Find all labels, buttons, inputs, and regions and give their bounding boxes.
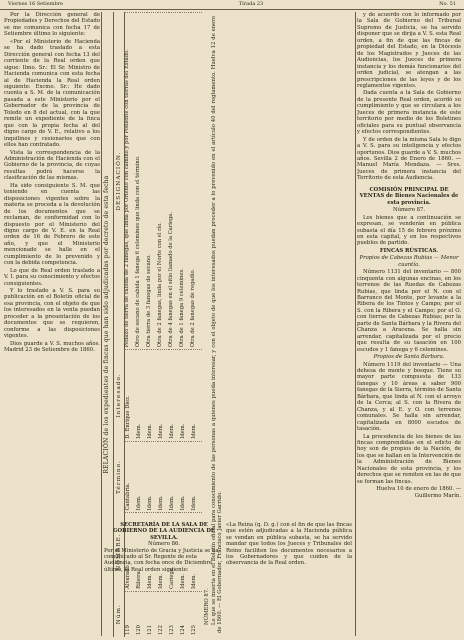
secretaria-numero: Número 86. [147, 541, 181, 548]
cell-termino: Idem. [191, 441, 202, 513]
col-header-num: Núm. [114, 591, 125, 637]
paragraph: Ha sido consiguiente S. M. que teniendo en cuenta las disposiciones vigentes sobre la materia se proceda a la devolución de los documentos que se reclaman, de conformidad con lo dispuesto por el Ministerio del digno cargo de V. E. en la Real orden de 16 de Febrero de este año, y que el Ministerio mencionado se halle en el cumplimiento de lo prevenido y con la debida competencia. [4, 182, 100, 267]
cell-nombre: Ribera. [136, 513, 147, 591]
relation-numero: NÚMERO 87. [204, 588, 211, 625]
signature: Huelva 10 de enero de 1860. — Guillermo Marín. [376, 486, 461, 499]
cell-termino: Idem. [158, 441, 169, 513]
paragraph: y de acuerdo con lo informado por la Sala de Gobierno del Tribunal Supremo de Justicia, se ha servido disponer que se dirija a V. S. esta Real orden, a fin de que las fincas de propiedad del Estado, en la Diócesis de los Magistrados y Jueces de las Audiencias, los Jueces de primera instancia y los demás funcionarios del orden judicial, se atengan a las prescripciones de las leyes y de los reglamentos vigentes. [357, 12, 461, 89]
cell-interesado: Idem. [180, 350, 191, 441]
cell-nombre: Alvarado. [125, 513, 137, 591]
secretaria-block [104, 522, 224, 573]
secretaria-title: SECRETARÍA DE LA SALA DE GOBIERNO DE LA AUDIENCIA DE SEVILLA. [113, 522, 215, 541]
paragraph: Vista la correspondencia de la Administración de Hacienda con el Gobierno de la provincia, de cuyas resultas podrá hacerse la clasificación de las mismas. [4, 149, 100, 182]
cell-interesado: Idem. [136, 350, 147, 441]
cell-interesado: Idem. [169, 350, 180, 441]
cell-designacion: Otra de 2 fanegas de regadío. [191, 13, 202, 350]
col-header-nombre: NOMBRE. [114, 513, 125, 591]
cell-num: 123 [169, 591, 180, 637]
section-subheading: Propios de Cabezas Rubias — Menor cuantía. [359, 255, 459, 268]
paragraph: Y lo traslado a V. S. para su publicación en el Boletín oficial de esa provincia, con el objeto de que los interesados en la venta puedan proceder a la presentación de los documentos que se requieren, conforme a las disposiciones vigentes. [4, 288, 100, 340]
masthead-left: Viernes 16 Setiembre [8, 1, 63, 7]
col-header-interesado: Interesado. [114, 350, 125, 441]
masthead-center: Tirada 23 [238, 1, 264, 7]
cell-nombre: Idem. [158, 513, 169, 591]
cell-num: 120 [136, 591, 147, 637]
paragraph: Y de orden de la misma Sala lo digo a V. S. para su inteligencia y efectos oportunos. Dios guarde a V. S. muchos años. Sevilla 2 de Enero de 1860. — Manuel María Mendaza. — Sres. Jueces de primera instancia del Territorio de esta Audiencia. [357, 136, 461, 182]
cell-num: 119 [125, 591, 137, 637]
paragraph: Número 1131 del inventario — 800 cinquenta con algunas encinas, en los terrenos de las Ruedas de Cabezas Rubias, que linda por el N. con el Barranco del Monte, por levante a la Ribera de los Tintos y Campo; por el S. con la Ribera y el Campo; por el O. con tierras de Cabezas Rubias; por la parte de Santa Bárbara y la Rivera del Chanza a Aracena. Se halla sin arrendar, capitalizada por el precio que resulta de su tasación en 100 escudos y 1 fanega y 6 celemines. [357, 269, 461, 353]
section-heading: COMISIÓN PRINCIPAL DE VENTAS de Bienes Nacionales de esta provincia. [359, 186, 459, 206]
cell-designacion: Otra de 4 fanegas en el sitio llamado de la Cariega. [169, 13, 180, 350]
cell-termino: Idem. [147, 441, 158, 513]
paragraph: «Por el Ministerio de Hacienda se ha dado traslado a esta Dirección general con fecha 13 del corriente de la Real orden que sigue: Ilmo. Sr.: El Sr. Ministro de Hacienda comunica con esta fecha al de Hacienda la Real orden siguiente: Excmo. Sr.: He dado cuenta a S. M. de la comunicación pasada a este Ministerio por el Gobernador de la provincia de Toledo en 8 del actual, con la que remite un expediente de la finca que con la propia fecha al del digno cargo de V. E., relativo a los inquilinos y cesionarios que con ellos han contratado. [4, 38, 100, 149]
paragraph: Número 1119 del inventario — Una dehesa de monte y bosque. Tiene su mayor parte compuesta de 133 fanegas y 10 áreas a saber 900 fanegas de la Sierra, término de Santa Bárbara, que linda al N. con el arroyo de la Cerca; al S. con la Rivera de Chanza, y al E. y O. con terrenos comunales. Se halla sin arrendar, capitalizada en 8000 escudos de tasación. [357, 361, 461, 433]
cell-nombre: Idem. [180, 513, 191, 591]
section-subheading: Propios de Santa Bárbara. [373, 354, 445, 361]
col-header-termino: Término. [114, 441, 125, 513]
masthead-right: No. 51 [439, 1, 456, 7]
cell-designacion: Otra tierra de 3 fanegas de secano. [147, 13, 158, 350]
col-header-designacion: DESIGNACIÓN. [114, 13, 125, 350]
cell-nombre: Cariega. [169, 513, 180, 591]
paragraph: Por la Dirección general de Propiedades y Derechos del Estado se me comunica con fecha 17 de Setiembre último lo siguiente: [4, 12, 100, 38]
paragraph: Lo que de Real orden traslado a V. I. para su conocimiento y efectos consiguientes. [4, 267, 100, 287]
paragraph: Los bienes que a continuación se expresan, se venderán en pública subasta el día 15 de febrero próximo en esta capital, y en los respectivos pueblos de partido. [357, 214, 461, 247]
cell-designacion: Otra de 2 fanegas, linda por el Norte con el río. [158, 13, 169, 350]
cell-nombre: Idem. [191, 513, 202, 591]
cell-interesado: Idem. [158, 350, 169, 441]
cell-termino: Idem. [136, 441, 147, 513]
cell-nombre: Idem. [147, 513, 158, 591]
paragraph: La procedencia de los bienes de las fincas comprendidas en el edicto de hoy son de propios de la Nación, de los que se hallan en la Intervención de la Administración de Bienes Nacionales de esta provincia, y los derechos que se remiten en las de que se forman las fincas. [357, 433, 461, 485]
cell-interesado: Idem. [147, 350, 158, 441]
column-rule [355, 12, 356, 636]
cell-num: 124 [180, 591, 191, 637]
cell-num: 125 [191, 591, 202, 637]
left-column [4, 12, 100, 636]
cell-termino: Cantabria. [125, 441, 137, 513]
cell-designacion: Otra de 1 fanega 9 celemines. [180, 13, 191, 350]
paragraph: Dada cuenta a la Sala de Gobierno de la presente Real orden, acordó su cumplimiento y que se circulara a los Jueces de primera instancia de este territorio por medio de los Boletines oficiales para su puntual observancia y efectos correspondientes. [357, 90, 461, 136]
section-heading: FINCAS RÚSTICAS. [379, 247, 439, 254]
relation-footer-text: Lo que se inserta en el Boletín oficial para conocimiento de las personas a quienes pueda interesar, y con el objeto de que los interesados puedan proceder a lo prevenido en el artículo 40 del reglamento. Huelva 12 de enero de 1860. — El Gobernador, Francisco Javier Garrido. [210, 16, 223, 633]
secretaria-body: Por el Ministerio de Gracia y Justicia se ha comunicado al Sr. Regente de esta Audiencia, con fecha once de Diciembre último, la Real orden siguiente: [104, 547, 219, 573]
masthead [0, 0, 464, 10]
cell-designacion: Pedazo de tierra de cabida de 2 fanegas, que linda por Oriente con camino y por Poniente con tierras del Estado. [125, 13, 137, 350]
cell-termino: Idem. [180, 441, 191, 513]
cell-termino: Idem. [169, 441, 180, 513]
cell-interesado: D. Enrique Díez. [125, 350, 137, 441]
cell-num: 121 [147, 591, 158, 637]
cell-interesado: Idem. [191, 350, 202, 441]
paragraph: Dios guarde a V. S. muchos años. Madrid 23 de Setiembre de 1860. [4, 340, 100, 354]
right-column [357, 12, 461, 636]
section-numero: Número 87. [392, 207, 426, 214]
cell-num: 122 [158, 591, 169, 637]
side-note-block [226, 522, 352, 567]
relation-title: RELACIÓN de los expedientes de fincas que han sido adjudicadas por decreto de esta fecha [102, 12, 114, 637]
side-note: «La Reina (q. D. g.) con el fin de que las fincas que estén adjudicadas a la Hacienda pública se vendan en pública subasta, se ha servido mandar que todos los Jueces y Tribunales del Reino faciliten los documentos necesarios a los Gobernadores y que cuiden de la observancia de la Real orden. [226, 522, 352, 567]
cell-designacion: Otro de secano de cabida 1 fanega 6 celemines que linda con el término. [136, 13, 147, 350]
